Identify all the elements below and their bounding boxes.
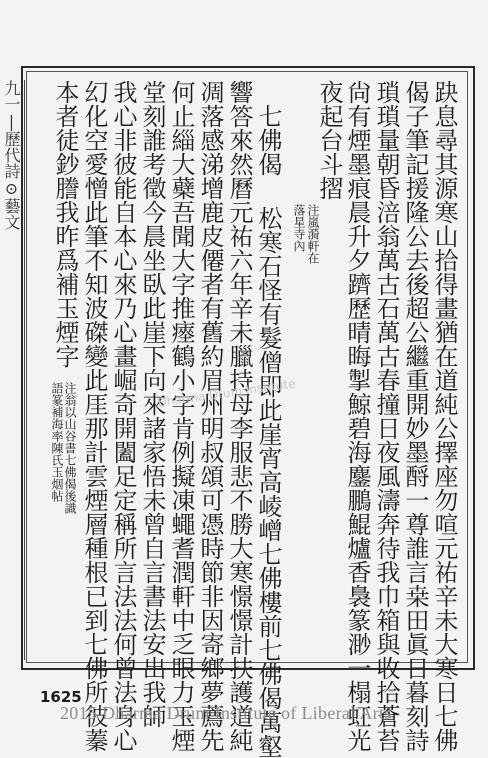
page-number: 1625 [40,688,82,706]
text-column-6: 松寒石怪有髮僧即此崖宵高崚嶒七佛樓前七佛偈萬壑 [254,206,282,758]
text-column-7: 響答來然曆元祐六年辛未臘持母李服悲不勝大寒憬憬計扶護道純 [225,80,253,752]
center-watermark: Dharma Drum Institute [156,376,297,410]
text-column-13: 本者徒鈔謄我昨爲補玉煙字 [51,80,79,368]
poem-title: 七佛偈 [254,104,282,176]
text-column-12: 幻化空愛憎此筆不知波磔變此厓那計雲煙層種根已到七佛所彼蓁 [80,80,108,752]
inline-note-13b: 語篆補海率陳氏玉烟帖 [50,382,64,502]
text-column-8: 凋落感涕增鹿皮僊者有舊約眉州明叔頌可憑時節非因寄鄉夢薦先 [196,80,224,752]
inline-note-13a: 注翁以山谷書七佛偈後識 [63,382,77,514]
text-column-11: 我心非彼能自本心來乃心畫崛奇開闔足定稱所言法法何曾法身心 [109,80,137,752]
text-column-1: 趹息尋其源寒山拾得畫猶在道純公擇座勿喧元祐辛未大寒日七佛 [430,80,458,752]
inline-note-5b: 落星寺內 [292,204,306,252]
text-column-4: 尙有煙墨痕晨升夕躋歷晴晦掣鯨碧海鏖鵬鯤爐香裊篆渺一榻虹光 [343,80,371,752]
text-column-5-main: 夜起台斗摺 [315,80,343,200]
text-column-9: 何止緇大蘗吾聞大字推瘞鶴小字肯例擬凍蠅耆潤軒中乏眼力玉煙 [167,80,195,752]
text-column-2: 偈子筆記援隆公去後超公繼重開妙墨酹一尊誰言桒田眞日暮刻詩 [401,80,429,752]
copyright-watermark: 2015 Dharma Drum Institute of Liberal Arts [60,703,392,723]
text-column-10: 堂刻誰考徵今晨坐臥此崖下向來諸家悟未曾自言書法安出我師 [138,80,166,728]
text-column-5 [317,80,341,200]
text-column-3: 瑣瑣量朝昏涪翁萬古石萬古春撞日夜風濤奔待我巾箱與收拾蒼苔 [372,80,400,752]
inline-note-5a: 注嵐漪軒在 [306,204,320,264]
margin-label: 九一|歷代詩⊙藝文 [2,80,21,230]
